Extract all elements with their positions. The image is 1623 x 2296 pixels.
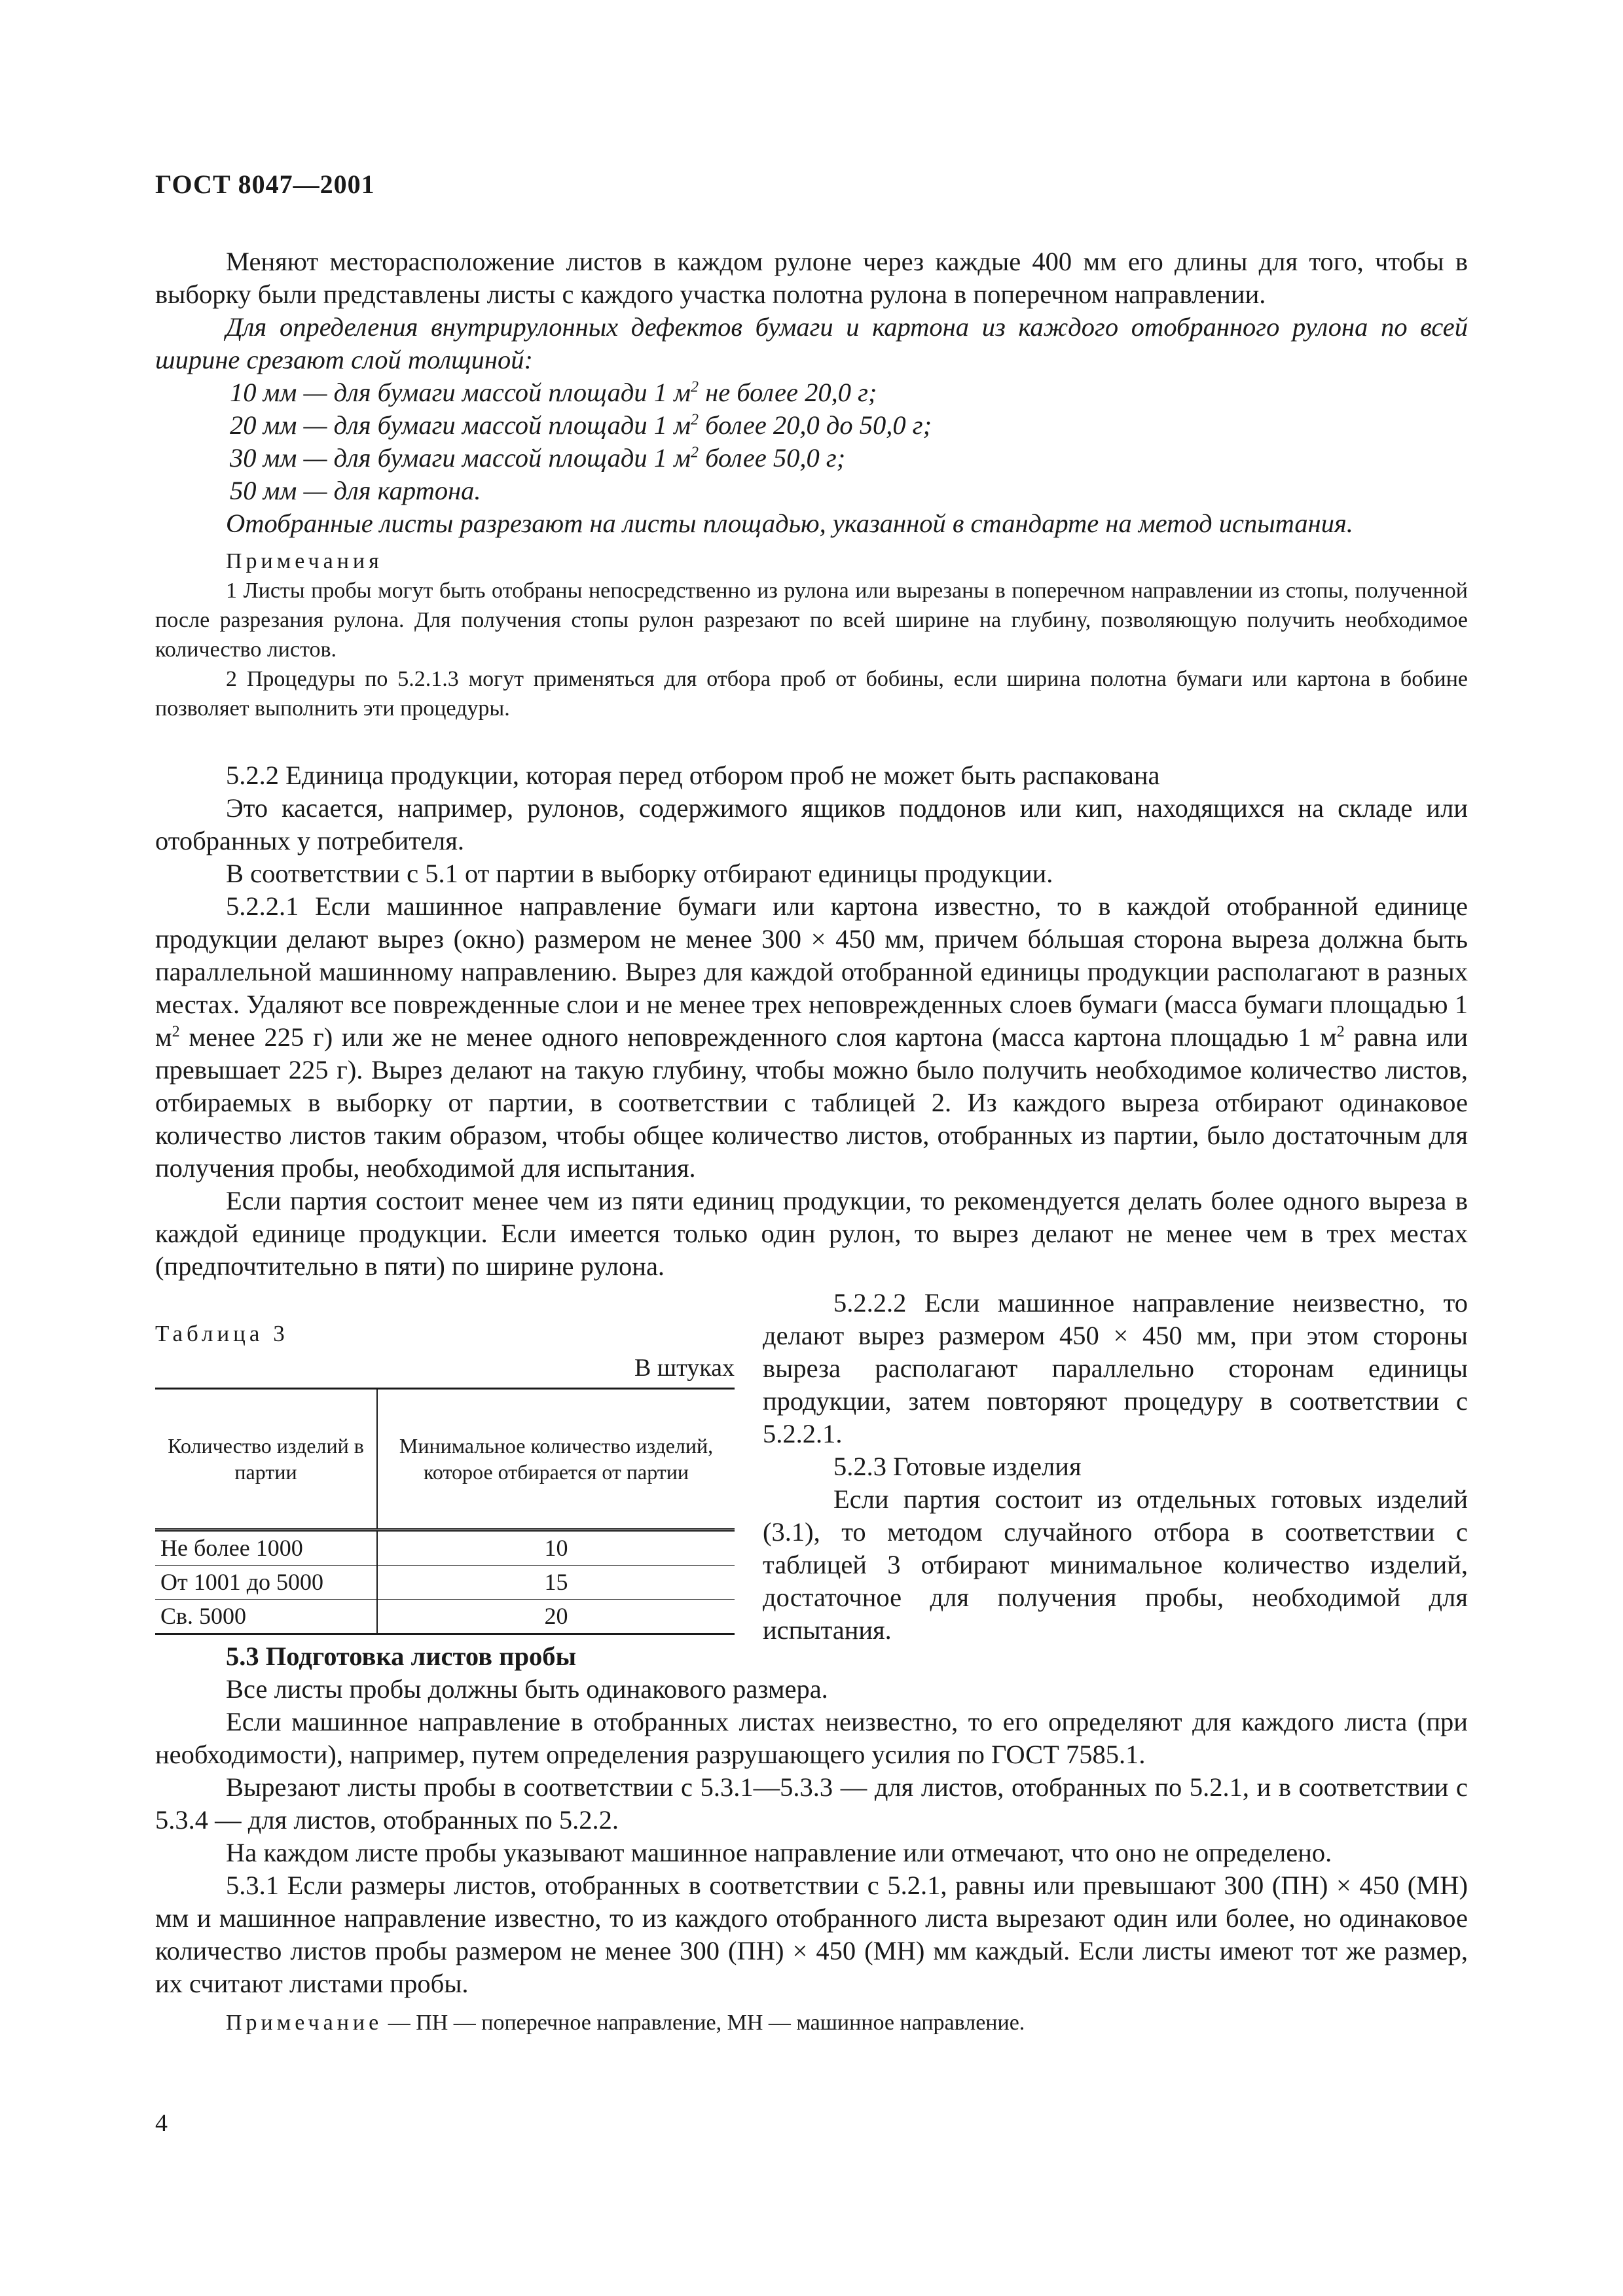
section-5221: 5.2.2.1 Если машинное направление бумаги или картона известно, то в каждой отобранной единице продукции делают вырез (окно) размером не менее 300 × 450 мм, причем бóльшая сторона выреза должна быть параллельной машинному направлению. Вырез для каждой отобранной единицы продукции располагают в разных местах. Удаляют все поврежденные слои и не менее трех неповрежденных слоев бумаги (масса бумаги площадью 1 $м^2$ менее 225 г) или же не менее одного неповрежденного слоя картона (масса картона площадью 1 $м^2$ равна или превышает 225 г). Вырез делают на такую глубину, чтобы можно было получить необходимое количество листов, отбираемых в выборку от партии, в соответствии с таблицей 2. Из каждого выреза отбирают одинаковое количество листов таким образом, чтобы общее количество листов, отобранных из партии, было достаточным для получения пробы, необходимой для испытания. — [155, 891, 1468, 1183]
table-cell: 20 — [377, 1600, 735, 1634]
dash-item-1: 10 мм — для бумаги массой площади 1 $м^2$ не более 20,0 г; — [230, 378, 877, 407]
table-row — [155, 1566, 735, 1600]
section-531: 5.3.1 Если размеры листов, отобранных в соответствии с 5.2.1, равны или превышают 300 (ПН) × 450 (МН) мм и машинное направление известно, то из каждого отобранного листа вырезают один или более, но одинаковое количество листов пробы размером не менее 300 (ПН) × 450 (МН) мм каждый. Если листы имеют тот же размер, их считают листами пробы. — [155, 1871, 1468, 1998]
right-column — [763, 1287, 1468, 1647]
dash-item-3: 30 мм — для бумаги массой площади 1 $м^2$ более 50,0 г; — [230, 443, 846, 473]
paragraph: Вырезают листы пробы в соответствии с 5.3.1—5.3.3 — для листов, отобранных по 5.2.1, и в соответствии с 5.3.4 — для листов, отобранных по 5.2.2. — [155, 1772, 1468, 1835]
table-cell: От 1001 до 5000 — [155, 1566, 377, 1600]
table-title: Таблица 3 — [155, 1321, 289, 1346]
table-cell: Св. 5000 — [155, 1600, 377, 1634]
paragraph: Это касается, например, рулонов, содержимого ящиков поддонов или кип, находящихся на складе или отобранных у потребителя. — [155, 793, 1468, 855]
table-cell: 15 — [377, 1566, 735, 1600]
notes-title: Примечания — [226, 549, 383, 573]
paragraph: В соответствии с 5.1 от партии в выборку отбирают единицы продукции. — [226, 859, 1053, 888]
top-block — [155, 245, 1468, 723]
table-3-block — [155, 1321, 735, 1635]
middle-block — [155, 759, 1468, 1283]
paragraph: Если машинное направление в отобранных листах неизвестно, то его определяют для каждого листа (при необходимости), например, путем определения разрушающего усилия по ГОСТ 7585.1. — [155, 1707, 1468, 1769]
table-row — [155, 1600, 735, 1634]
table-cell: Не более 1000 — [155, 1530, 377, 1566]
paragraph: Если партия состоит из отдельных готовых изделий (3.1), то методом случайного отбора в соответствии с таблицей 3 отбирают минимальное количество изделий, достаточное для получения пробы, необходимой для испытания. — [763, 1484, 1468, 1645]
page-number: 4 — [155, 2109, 168, 2137]
paragraph: Если партия состоит менее чем из пяти единиц продукции, то рекомендуется делать более одного выреза в каждой единице продукции. Если имеется только один рулон, то вырез делают не менее чем в трех местах (предпочтительно в пяти) по ширине рулона. — [155, 1186, 1468, 1281]
paragraph: Все листы пробы должны быть одинакового размера. — [226, 1674, 828, 1704]
table-unit: В штуках — [634, 1354, 735, 1382]
dash-item-4: 50 мм — для картона. — [230, 476, 481, 505]
section-522-title: 5.2.2 Единица продукции, которая перед отбором проб не может быть распакована — [226, 761, 1160, 790]
italic-intro: Для определения внутрирулонных дефектов бумаги и картона из каждого отобранного рулона по всей ширине срезают слой толщиной: — [155, 312, 1468, 374]
paragraph: На каждом листе пробы указывают машинное направление или отмечают, что оно не определено. — [226, 1838, 1332, 1867]
note-2: 2 Процедуры по 5.2.1.3 могут применяться для отбора проб от бобины, если ширина полотна бумаги или картона в бобине позволяет выполнить эти процедуры. — [155, 667, 1468, 721]
column-header: Количество изделий в партии — [155, 1389, 377, 1530]
document-header: ГОСТ 8047—2001 — [155, 170, 375, 199]
table-row — [155, 1530, 735, 1566]
bottom-note: Примечание — ПН — поперечное направление, МН — машинное направление. — [226, 2011, 1025, 2035]
dash-item-2: 20 мм — для бумаги массой площади 1 $м^2$ более 20,0 до 50,0 г; — [230, 410, 932, 440]
italic-outro: Отобранные листы разрезают на листы площадью, указанной в стандарте на метод испытания. — [226, 509, 1353, 538]
section-523-title: 5.2.3 Готовые изделия — [833, 1452, 1082, 1481]
notes-block — [155, 547, 1468, 723]
table-3 — [155, 1388, 735, 1635]
italic-block — [155, 311, 1468, 540]
section-5222: 5.2.2.2 Если машинное направление неизвестно, то делают вырез размером 450 × 450 мм, при этом стороны выреза располагают параллельно сторонам единицы продукции, затем повторяют процедуру в соответствии с 5.2.2.1. — [763, 1288, 1468, 1448]
column-header: Минимальное количество изделий, которое отбирается от партии — [377, 1389, 735, 1530]
section-53-heading: 5.3 Подготовка листов пробы — [226, 1641, 577, 1671]
paragraph: Меняют месторасположение листов в каждом рулоне через каждые 400 мм его длины для того, чтобы в выборку были представлены листы с каждого участка полотна рулона в поперечном направлении. — [155, 247, 1468, 309]
note-1: 1 Листы пробы могут быть отобраны непосредственно из рулона или вырезаны в поперечном направлении из стопы, полученной после разрезания рулона. Для получения стопы рулон разрезают по всей ширине на глубину, позволяющую получить необходимое количество листов. — [155, 579, 1468, 662]
table-cell: 10 — [377, 1530, 735, 1566]
bottom-block — [155, 1640, 1468, 2037]
